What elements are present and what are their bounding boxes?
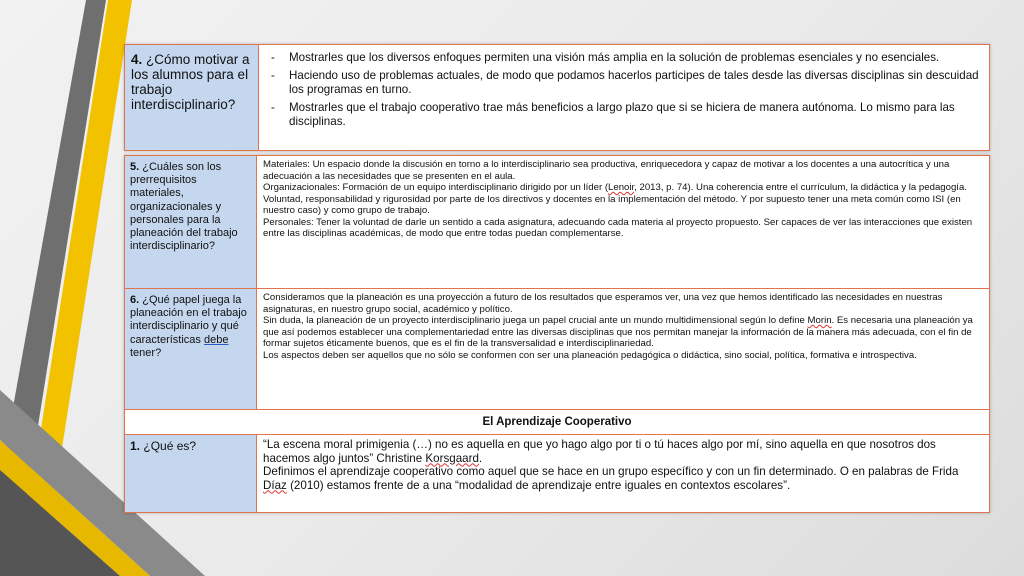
table-row bbox=[125, 435, 990, 513]
answer-paragraph: Consideramos que la planeación es una proyección a futuro de los resultados que esperamos ver, una vez que hemos identificado las necesidades en nuestras asignaturas, en nuestro grupo social, académico y político. bbox=[263, 292, 943, 315]
answer-paragraph: Materiales: Un espacio donde la discusión en torno a lo interdisciplinario sea productiva, enriquecedora y capaz de motivar a los docentes a una autocrítica y una adecuación a las necesidades que se presenten en el aula. bbox=[263, 159, 950, 182]
table-row bbox=[125, 156, 990, 289]
answer-cell bbox=[257, 156, 990, 289]
answer-cell bbox=[259, 45, 990, 151]
list-item: - Haciendo uso de problemas actuales, de modo que podamos hacerlos participes de tales desde las diversas disciplinas sin descuidad los programas en turno. bbox=[289, 69, 981, 98]
question-text: ¿Qué es? bbox=[143, 439, 197, 453]
question-number: 6. bbox=[130, 294, 140, 306]
list-item: - Mostrarles que los diversos enfoques permiten una visión más amplia en la solución de problemas esenciales y no esenciales. bbox=[289, 51, 981, 66]
reference-morin: Morin bbox=[807, 315, 832, 326]
question-text: tener? bbox=[130, 346, 162, 359]
answer-paragraph bbox=[263, 465, 983, 492]
answer-text: (2010) estamos frente de a una “modalidad de aprendizaje entre iguales en contextos escolares”. bbox=[286, 478, 791, 492]
answer-cell bbox=[257, 435, 990, 513]
answer-paragraph bbox=[263, 438, 983, 465]
question-text: ¿Qué papel juega la planeación en el trabajo interdisciplinario y qué características bbox=[130, 294, 247, 346]
table-row bbox=[125, 45, 990, 151]
reference-diaz: Díaz bbox=[263, 478, 287, 492]
question-cell bbox=[125, 289, 257, 410]
question-text: ¿Cuáles son los prerrequisitos materiales, organizacionales y personales para la planeación del trabajo interdisciplinario? bbox=[130, 161, 238, 253]
answer-text: Definimos el aprendizaje cooperativo como aquel que se hace en un grupo específico y con un fin determinado. O en palabras de Frida bbox=[263, 465, 959, 478]
question-number: 5. bbox=[130, 161, 140, 173]
list-item: - Mostrarles que el trabajo cooperativo trae más beneficios a largo plazo que si se hiciera de manera autónoma. Lo mismo para las disciplinas. bbox=[289, 101, 981, 130]
card-questions-5-6-1 bbox=[124, 155, 990, 513]
answer-cell bbox=[257, 289, 990, 410]
card-question-4 bbox=[124, 44, 990, 151]
question-number: 1. bbox=[130, 439, 141, 453]
answer-text: . bbox=[478, 451, 483, 465]
table-question-4 bbox=[124, 44, 990, 151]
question-cell bbox=[125, 435, 257, 513]
answer-text: . Es necesaria una planeación ya que así podemos establecer una complementariedad entre las diversas disciplinas que nos permitan manejar la información de la manera más adecuada, con el fin de formar sujetos éticamente buenos, que es el fin de la transversalidad e interdisciplinariedad. bbox=[263, 315, 973, 349]
reference-korsgaard: Korsgaard bbox=[425, 451, 479, 465]
question-cell bbox=[125, 45, 259, 151]
answer-text: , 2013, p. 74). Una coherencia entre el currículum, la didáctica y la pedagogía. Voluntad, responsabilidad y rigurosidad por parte de los directivos y docentes en la implementación del método. Y por supuesto tener una meta común como ISI (en nuestro caso) y como grupo de trabajo. bbox=[263, 182, 967, 216]
answer-paragraph bbox=[263, 182, 983, 217]
answer-text: Sin duda, la planeación de un proyecto interdisciplinario juega un papel crucial ante un mundo multidimensional según lo define bbox=[263, 315, 808, 326]
question-number: 4. bbox=[131, 52, 143, 67]
answer-paragraph: Personales: Tener la voluntad de darle un sentido a cada asignatura, adecuando cada materia al proyecto propuesto. Ser capaces de ver las interacciones que existen entre las disciplinas académicas, de modo que entre todas puedan complementarse. bbox=[263, 216, 973, 239]
answer-paragraph bbox=[263, 315, 983, 350]
table-row bbox=[125, 410, 990, 435]
section-title: El Aprendizaje Cooperativo bbox=[125, 410, 990, 435]
answer-paragraph: Los aspectos deben ser aquellos que no sólo se conformen con ser una planeación pedagógica o didáctica, sino social, política, formativa e introspectiva. bbox=[263, 349, 917, 361]
answer-text: “La escena moral primigenia (…) no es aquella en que yo hago algo por ti o tú haces algo por mí, sino aquella en que nosotros dos hacemos algo juntos” Christine bbox=[263, 438, 936, 465]
question-text-debe: debe bbox=[203, 333, 229, 346]
table-row bbox=[125, 289, 990, 410]
question-text: ¿Cómo motivar a los alumnos para el trabajo interdisciplinario? bbox=[131, 52, 250, 112]
question-cell bbox=[125, 156, 257, 289]
reference-lenoir: Lenoir bbox=[608, 182, 635, 193]
table-questions bbox=[124, 155, 990, 513]
answer-bullet-list bbox=[269, 51, 981, 130]
answer-text: Organizacionales: Formación de un equipo interdisciplinario dirigido por un líder ( bbox=[263, 182, 609, 193]
